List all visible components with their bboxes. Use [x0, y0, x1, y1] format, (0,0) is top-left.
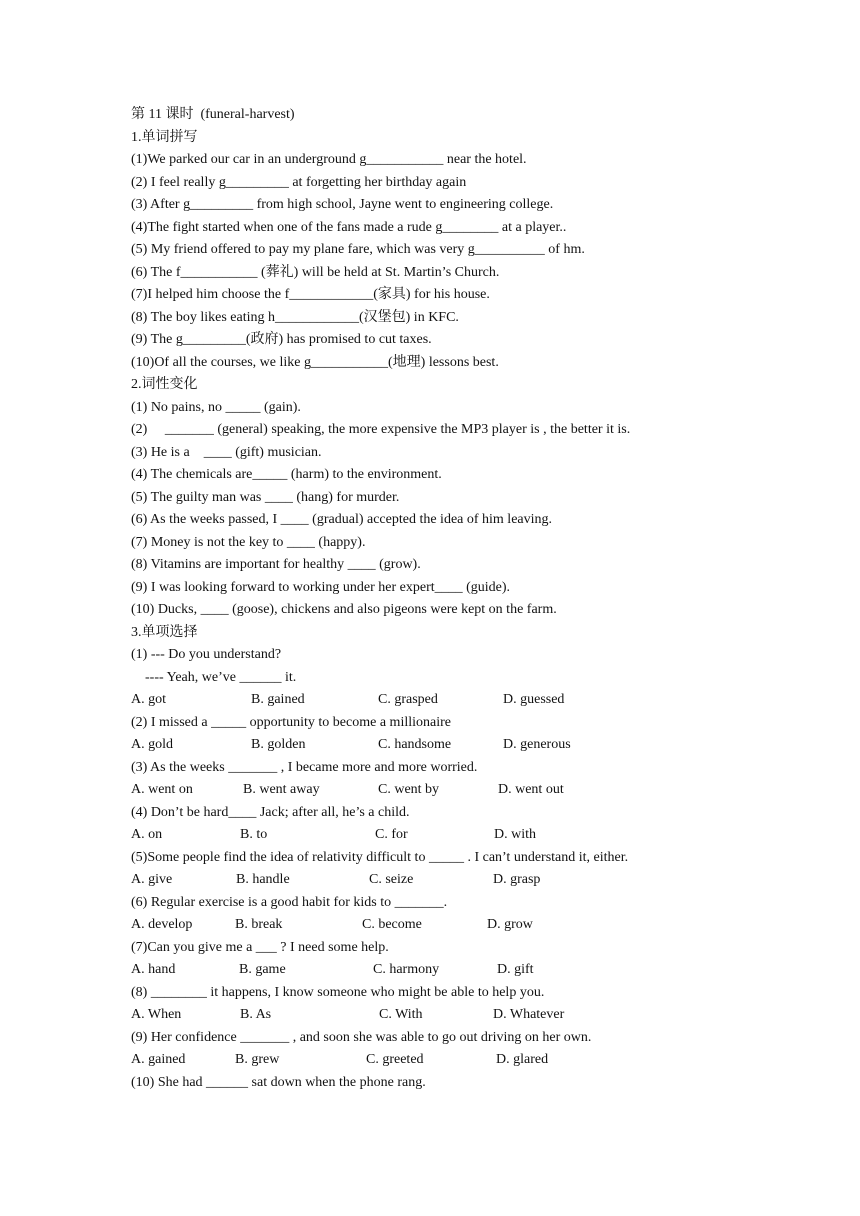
section-multiple-choice: [131, 622, 751, 1095]
option-b: B. game: [239, 962, 286, 977]
answer-options: [131, 689, 751, 712]
option-b: B. golden: [251, 737, 306, 752]
worksheet-page: [131, 104, 751, 1094]
question-stem: (6) Regular exercise is a good habit for kids to _______.: [131, 894, 448, 910]
option-a: A. gold: [131, 737, 173, 752]
question-item: (4) The chemicals are_____ (harm) to the environment.: [131, 467, 442, 482]
question-stem: (9) Her confidence _______ , and soon she was able to go out driving on her own.: [131, 1029, 592, 1045]
answer-options: [131, 779, 751, 802]
question-item: (8) Vitamins are important for healthy ____ (grow).: [131, 557, 421, 572]
question-item: (10) Ducks, ____ (goose), chickens and also pigeons were kept on the farm.: [131, 602, 557, 617]
question-stem: (1) --- Do you understand?: [131, 647, 282, 662]
question-item: (5) The guilty man was ____ (hang) for murder.: [131, 489, 400, 505]
answer-options: [131, 869, 751, 892]
option-a: A. hand: [131, 962, 176, 977]
option-c: C. grasped: [378, 692, 438, 707]
option-b: B. handle: [236, 872, 290, 887]
question-item: (7) Money is not the key to ____ (happy).: [131, 534, 366, 550]
option-a: A. gained: [131, 1052, 186, 1067]
option-d: D. gift: [497, 962, 534, 977]
question-item: (2) _______ (general) speaking, the more expensive the MP3 player is , the better it is.: [131, 422, 631, 437]
option-d: D. grow: [487, 917, 533, 932]
answer-options: [131, 959, 751, 982]
question-item: (10)Of all the courses, we like g___________(地理) lessons best.: [131, 354, 499, 370]
option-b: B. As: [240, 1007, 272, 1022]
question-item: (8) The boy likes eating h____________(汉堡包) in KFC.: [131, 309, 459, 325]
option-a: A. got: [131, 692, 166, 707]
question-item: (5) My friend offered to pay my plane fare, which was very g__________ of hm.: [131, 242, 585, 257]
page-title: 第 11 课时 (funeral-harvest): [131, 107, 295, 122]
option-d: D. grasp: [493, 872, 541, 887]
option-a: A. give: [131, 872, 173, 887]
option-c: C. harmony: [373, 962, 440, 977]
question-item: (6) As the weeks passed, I ____ (gradual) accepted the idea of him leaving.: [131, 512, 553, 527]
option-c: C. seize: [369, 872, 414, 887]
option-a: A. went on: [131, 782, 193, 797]
answer-options: [131, 1049, 751, 1072]
question-item: (1) No pains, no _____ (gain).: [131, 399, 301, 415]
option-d: D. went out: [498, 782, 564, 797]
question-item: (3) After g_________ from high school, Jayne went to engineering college.: [131, 197, 554, 212]
question-stem: (2) I missed a _____ opportunity to become a millionaire: [131, 714, 451, 730]
question-item: (7)I helped him choose the f____________(家具) for his house.: [131, 287, 490, 302]
section-word-forms: [131, 374, 751, 622]
option-d: D. Whatever: [493, 1007, 565, 1022]
question-item: (9) I was looking forward to working under her expert____ (guide).: [131, 579, 511, 595]
question-stem: (10) She had ______ sat down when the phone rang.: [131, 1074, 426, 1090]
option-c: C. handsome: [378, 737, 452, 752]
option-d: D. with: [494, 827, 536, 842]
option-b: B. went away: [243, 782, 320, 797]
question-stem: (8) ________ it happens, I know someone who might be able to help you.: [131, 984, 545, 1000]
option-c: C. With: [379, 1007, 423, 1022]
option-a: A. on: [131, 827, 163, 842]
question-item: (4)The fight started when one of the fans made a rude g________ at a player..: [131, 219, 567, 235]
question-stem: (5)Some people find the idea of relativity difficult to _____ . I can’t understand it, either.: [131, 849, 629, 865]
option-c: C. greeted: [366, 1052, 424, 1067]
option-b: B. to: [240, 827, 268, 842]
question-item: (1)We parked our car in an underground g___________ near the hotel.: [131, 152, 527, 167]
question-item: (2) I feel really g_________ at forgetting her birthday again: [131, 174, 467, 190]
section-spelling: [131, 127, 751, 375]
answer-options: [131, 1004, 751, 1027]
section-heading: 1.单词拼写: [131, 129, 198, 145]
option-d: D. guessed: [503, 692, 565, 707]
option-d: D. generous: [503, 737, 571, 752]
option-b: B. grew: [235, 1052, 280, 1067]
option-c: C. for: [375, 827, 408, 842]
answer-options: [131, 734, 751, 757]
option-c: C. become: [362, 917, 422, 932]
option-a: A. develop: [131, 917, 193, 932]
option-b: B. gained: [251, 692, 305, 707]
section-heading: 3.单项选择: [131, 624, 198, 640]
option-c: C. went by: [378, 782, 440, 797]
question-stem: (4) Don’t be hard____ Jack; after all, he’s a child.: [131, 804, 410, 820]
question-stem: (7)Can you give me a ___ ? I need some help.: [131, 939, 389, 955]
question-stem: (3) As the weeks _______ , I became more and more worried.: [131, 759, 478, 775]
answer-options: [131, 914, 751, 937]
question-item: (9) The g_________(政府) has promised to cut taxes.: [131, 332, 432, 347]
section-heading: 2.词性变化: [131, 377, 198, 392]
option-b: B. break: [235, 917, 283, 932]
option-a: A. When: [131, 1007, 182, 1022]
answer-options: [131, 824, 751, 847]
question-item: (6) The f___________ (葬礼) will be held at St. Martin’s Church.: [131, 264, 500, 280]
option-d: D. glared: [496, 1052, 549, 1067]
question-item: (3) He is a ____ (gift) musician.: [131, 444, 322, 460]
question-stem: ---- Yeah, we’ve ______ it.: [131, 669, 297, 685]
